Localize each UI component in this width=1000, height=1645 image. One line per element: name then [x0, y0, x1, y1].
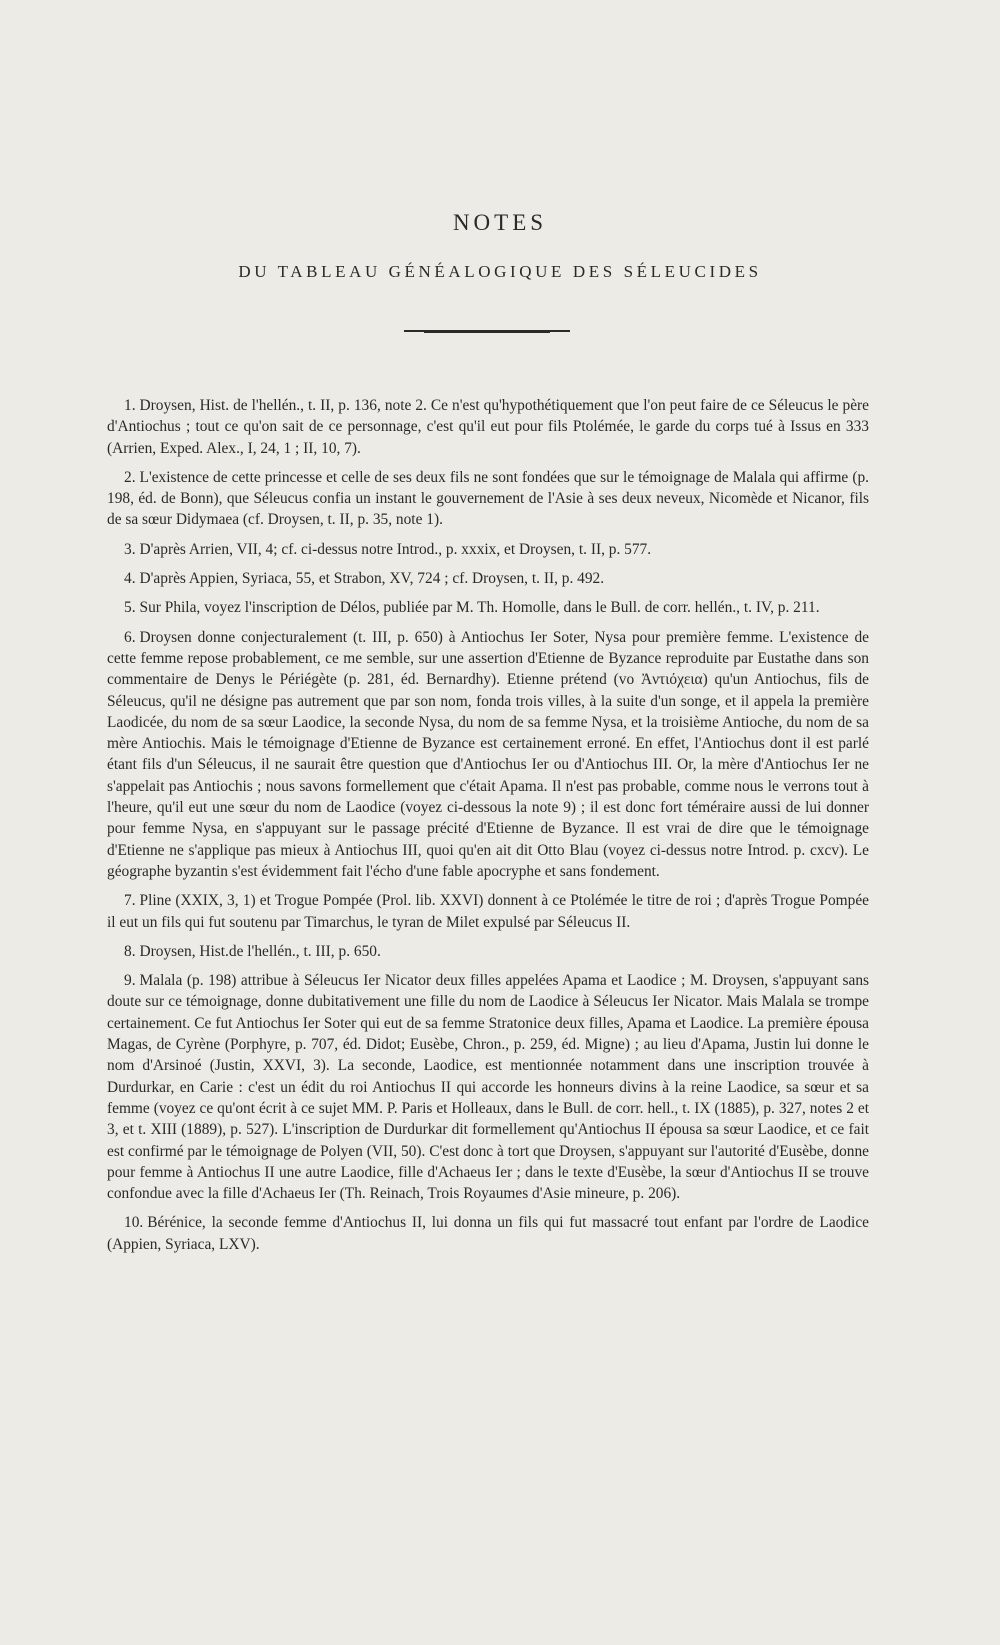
notes-list: [107, 395, 869, 1263]
page-subtitle: DU TABLEAU GÉNÉALOGIQUE DES SÉLEUCIDES: [238, 262, 762, 281]
note-6: [107, 627, 869, 883]
note-number: 2.: [124, 468, 136, 486]
note-text: Malala (p. 198) attribue à Séleucus Ier Nicator deux filles appelées Apama et Laodice ; M. Droysen, s'appuyant sans doute sur ce témoignage, donne dubitativement une fille du nom de Laodice à Séleucus Ier Nicator. Mais Malala se trompe certainement. Ce fut Antiochus Ier Soter qui eut de sa femme Stratonice deux filles, Apama et Laodice. La première épousa Magas, de Cyrène (Porphyre, p. 707, éd. Didot; Eusèbe, Chron., p. 259, éd. Migne) ; au lieu d'Apama, Justin lui donne le nom d'Arsinoé (Justin, XXVI, 3). La seconde, Laodice, est mentionnée notamment dans une inscription trouvée à Durdurkar, en Carie : c'est un édit du roi Antiochus II qui accorde les honneurs divins à la reine Laodice, sa sœur et sa femme (voyez ce qu'ont écrit à ce sujet MM. P. Paris et Holleaux, dans le Bull. de corr. hell., t. IX (1885), p. 327, notes 2 et 3, et t. XIII (1889), p. 527). L'inscription de Durdurkar dit formellement qu'Antiochus II épousa sa sœur Laodice, et ce fait est confirmé par le témoignage de Polyen (VII, 50). C'est donc à tort que Droysen, s'appuyant sur l'autorité d'Eusèbe, donne pour femme à Antiochus II une autre Laodice, fille d'Achaeus Ier ; dans le texte d'Eusèbe, la sœur d'Antiochus II se trouve confondue avec la fille d'Achaeus Ier (Th. Reinach, Trois Royaumes d'Asie mineure, p. 206).: [107, 972, 869, 1203]
note-text: D'après Appien, Syriaca, 55, et Strabon, XV, 724 ; cf. Droysen, t. II, p. 492.: [139, 570, 605, 588]
note-text: Droysen, Hist. de l'hellén., t. II, p. 136, note 2. Ce n'est qu'hypothétiquement que l'on peut faire de ce Séleucus le père d'Antiochus ; tout ce qu'on sait de ce personnage, c'est qu'il eut pour fils Ptolémée, le garde du corps tué à Issus en 333 (Arrien, Exped. Alex., I, 24, 1 ; II, 10, 7).: [107, 397, 869, 457]
page-title: NOTES: [452, 210, 548, 235]
note-2: [107, 467, 869, 531]
note-number: 9.: [124, 972, 136, 990]
note-text: Bérénice, la seconde femme d'Antiochus II, lui donna un fils qui fut massacré tout enfant par l'ordre de Laodice (Appien, Syriaca, LXV).: [107, 1214, 869, 1253]
note-text: Droysen, Hist.de l'hellén., t. III, p. 650.: [139, 942, 381, 960]
note-number: 10.: [124, 1214, 144, 1232]
note-text: Pline (XXIX, 3, 1) et Trogue Pompée (Prol. lib. XXVI) donnent à ce Ptolémée le titre de roi ; d'après Trogue Pompée il eut un fils qui fut soutenu par Timarchus, le tyran de Milet expulsé par Séleucus II.: [107, 892, 869, 931]
note-9: [107, 970, 869, 1204]
note-text: D'après Arrien, VII, 4; cf. ci-dessus notre Introd., p. xxxix, et Droysen, t. II, p. 577.: [139, 540, 652, 558]
note-number: 7.: [124, 892, 136, 910]
note-number: 5.: [124, 599, 136, 617]
note-7: [107, 890, 869, 933]
note-text: Droysen donne conjecturalement (t. III, p. 650) à Antiochus Ier Soter, Nysa pour première femme. L'existence de cette femme repose probablement, ce me semble, sur une assertion d'Etienne de Byzance reproduite par Eustathe dans son commentaire de Denys le Périégète (p. 281, éd. Bernardhy). Etienne prétend (vo Ἀντιόχεια) qu'un Antiochus, fils de Séleucus, qu'il ne désigne pas autrement que par son nom, fonda trois villes, à la suite d'un songe, et il appela la première Laodicée, du nom de sa sœur Laodice, la seconde Nysa, du nom de sa femme Nysa, et la troisième Antioche, du nom de sa mère Antiochis. Mais le témoignage d'Etienne de Byzance est certainement erroné. En effet, l'Antiochus dont il est parlé étant fils d'un Séleucus, il ne saurait être question que d'Antiochus Ier ou d'Antiochus III. Or, la mère d'Antiochus Ier ne s'appelait pas Antiochis ; nous savons formellement que c'était Apama. Il n'est pas probable, comme nous le verrons tout à l'heure, qu'il eut une sœur du nom de Laodice (voyez ci-dessous la note 9) ; il est donc fort téméraire aussi de lui donner pour femme Nysa, en s'appuyant sur le passage précité d'Etienne de Byzance. Il est vrai de dire que le témoignage d'Etienne ne s'applique pas mieux à Antiochus III, quoi qu'en ait dit Otto Blau (voyez ci-dessus notre Introd. p. cxcv). Le géographe byzantin s'est évidemment fait l'écho d'une fable apocryphe et sans fondement.: [107, 628, 869, 880]
note-text: L'existence de cette princesse et celle de ses deux fils ne sont fondées que sur le témoignage de Malala qui affirme (p. 198, éd. de Bonn), que Séleucus confia un instant le gouvernement de l'Asie à ses deux neveux, Nicomède et Nicanor, fils de sa sœur Didymaea (cf. Droysen, t. II, p. 35, note 1).: [107, 468, 869, 529]
note-number: 1.: [124, 397, 136, 414]
note-number: 8.: [124, 942, 136, 960]
note-number: 3.: [124, 540, 136, 558]
note-1: [107, 395, 869, 459]
note-number: 4.: [124, 570, 136, 588]
note-5: [107, 597, 869, 618]
note-4: [107, 568, 869, 589]
note-8: [107, 941, 869, 962]
title-divider: [404, 330, 570, 332]
note-3: [107, 539, 869, 560]
note-text: Sur Phila, voyez l'inscription de Délos, publiée par M. Th. Homolle, dans le Bull. de corr. hellén., t. IV, p. 211.: [139, 599, 820, 617]
note-number: 6.: [124, 628, 136, 646]
note-10: [107, 1212, 869, 1255]
